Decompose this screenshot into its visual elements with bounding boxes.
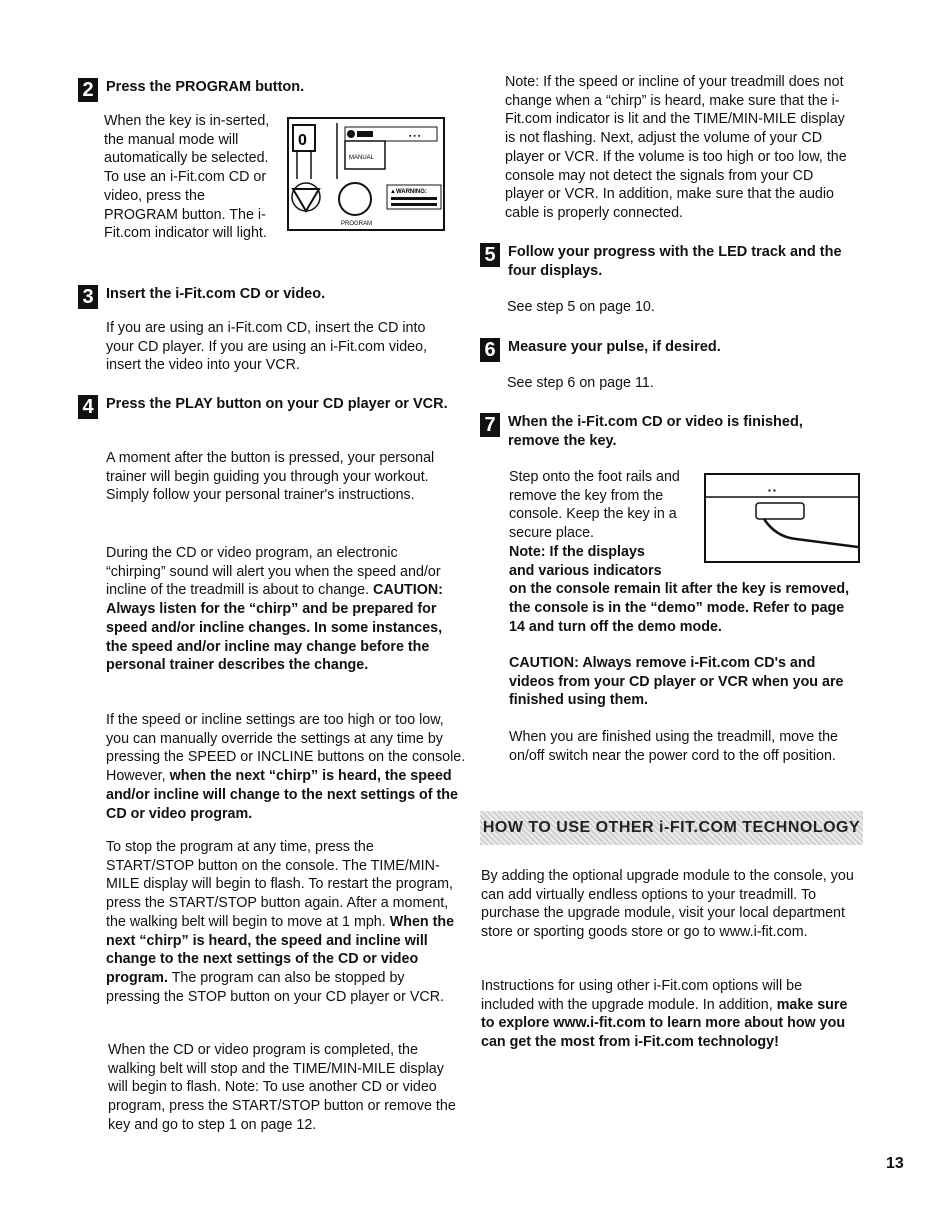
page-number: 13 bbox=[886, 1155, 904, 1172]
console-illustration bbox=[289, 119, 443, 229]
svg-text:PROGRAM: PROGRAM bbox=[341, 221, 373, 227]
step-4-heading bbox=[78, 395, 458, 419]
step-number-badge: 6 bbox=[480, 338, 500, 362]
step-title: When the i-Fit.com CD or video is finished, remove the key. bbox=[508, 414, 803, 449]
step-4-paragraph-1: A moment after the button is pressed, your personal trainer will begin guiding you through your workout. Simply follow your personal trainer's instructions. bbox=[106, 450, 435, 504]
paragraph-text: The program can also be stopped by pressing the STOP button on your CD player or VCR. bbox=[106, 969, 444, 1005]
svg-text:MANUAL: MANUAL bbox=[349, 155, 375, 161]
svg-text:▲WARNING:: ▲WARNING: bbox=[390, 189, 427, 195]
section-heading-bar: HOW TO USE OTHER i-FIT.COM TECHNOLOGY bbox=[480, 811, 863, 845]
paragraph-text: Step onto the foot rails and remove the key from the console. Keep the key in a secure place. bbox=[509, 469, 680, 542]
step-4-paragraph-3 bbox=[106, 711, 466, 823]
step-2-heading bbox=[78, 78, 304, 102]
step-4-paragraph-4 bbox=[106, 838, 456, 1006]
paragraph-text: If the speed or incline settings are too high or too low, you can manually override the settings at any time by pressing the SPEED or INCLINE buttons on the console. However, bbox=[106, 712, 466, 785]
step-3-heading bbox=[78, 285, 325, 309]
console-program-figure bbox=[287, 117, 445, 231]
step-6-heading bbox=[480, 338, 721, 362]
step-2-body: When the key is in-serted, the manual mode will automatically be selected. To use an i-Fit.com CD or video, press the PROGRAM button. The i-Fit.com indicator will light. bbox=[104, 113, 270, 242]
step-6-body: See step 6 on page 11. bbox=[507, 375, 654, 391]
step-4-paragraph-5: When the CD or video program is completed, the walking belt will stop and the TIME/MIN-MILE display will begin to flash. Note: To use another CD or video program, press the START/STOP button or remove the key and go to step 1 on page 12. bbox=[108, 1042, 456, 1133]
step-7-paragraph-3: When you are finished using the treadmill, move the on/off switch near the power cord to the off position. bbox=[509, 729, 839, 764]
step-title: Follow your progress with the LED track and the four displays. bbox=[508, 244, 842, 279]
section-paragraph-2 bbox=[481, 977, 856, 1052]
paragraph-text: During the CD or video program, an electronic “chirping” sound will alert you when the speed and/or incline of the treadmill is about to change. bbox=[106, 545, 441, 599]
note-paragraph: Note: If the speed or incline of your treadmill does not change when a “chirp” is heard, make sure that the i-Fit.com indicator is lit and the TIME/MIN-MILE display is not flashing. Next, adjust the volume of your CD player or VCR. If the volume is too high or too low, the console may not detect the signals from your CD player or VCR. In addition, make sure that the audio cable is properly connected. bbox=[505, 74, 847, 221]
paragraph-text: Instructions for using other i-Fit.com options will be included with the upgrade module. In addition, bbox=[481, 978, 803, 1013]
note-text: Note: If the displays and various indicators on the console remain lit after the key is removed, the console is in the “demo” mode. Refer to page 14 and turn off the demo mode. bbox=[509, 544, 850, 635]
step-5-heading bbox=[480, 243, 855, 281]
step-7-paragraph-1 bbox=[509, 468, 849, 543]
step-title: Measure your pulse, if desired. bbox=[508, 339, 721, 355]
bold-text: make sure to explore www.i-fit.com to learn more about how you can get the most from i-Fit.com technology! bbox=[481, 996, 848, 1051]
bold-text: When the next “chirp” is heard, the speed and incline will change to the next settings of the CD or video program. bbox=[106, 913, 455, 986]
svg-text:0: 0 bbox=[298, 132, 307, 149]
step-title: Insert the i-Fit.com CD or video. bbox=[106, 286, 326, 302]
bold-text: when the next “chirp” is heard, the speed and/or incline will change to the next settings of the CD or video program. bbox=[106, 768, 458, 822]
caution-text: CAUTION: Always listen for the “chirp” and be prepared for speed and/or incline changes. In some instances, the speed and/or incline may change before the personal trainer describes the change. bbox=[106, 582, 443, 674]
paragraph-text: To stop the program at any time, press the START/STOP button on the console. The TIME/MIN-MILE display will begin to flash. To restart the program, press the START/STOP button again. After a moment, the walking belt will begin to move at 1 mph. bbox=[106, 839, 453, 930]
step-5-body: See step 5 on page 10. bbox=[507, 299, 655, 315]
step-number-badge: 3 bbox=[78, 285, 98, 309]
section-paragraph-1: By adding the optional upgrade module to the console, you can add virtually endless options to your treadmill. To purchase the upgrade module, visit your local department store or sporting goods store or go to www.i-fit.com. bbox=[481, 868, 854, 941]
step-7-heading bbox=[480, 413, 855, 451]
step-7-caution: CAUTION: Always remove i-Fit.com CD's and videos from your CD player or VCR when you are finished using them. bbox=[509, 655, 844, 709]
svg-text:▪ ▪: ▪ ▪ bbox=[768, 486, 776, 495]
step-3-body: If you are using an i-Fit.com CD, insert the CD into your CD player. If you are using an i-Fit.com video, insert the video into your VCR. bbox=[106, 320, 428, 374]
step-number-badge: 2 bbox=[78, 78, 98, 102]
step-number-badge: 5 bbox=[480, 243, 500, 267]
step-number-badge: 4 bbox=[78, 395, 98, 419]
step-7-note-text bbox=[509, 543, 854, 637]
step-title: Press the PLAY button on your CD player or VCR. bbox=[106, 396, 448, 412]
svg-text:▪ ▪ ▪: ▪ ▪ ▪ bbox=[409, 133, 421, 140]
step-number-badge: 7 bbox=[480, 413, 500, 437]
step-title: Press the PROGRAM button. bbox=[106, 79, 305, 95]
step-4-paragraph-2 bbox=[106, 544, 456, 675]
